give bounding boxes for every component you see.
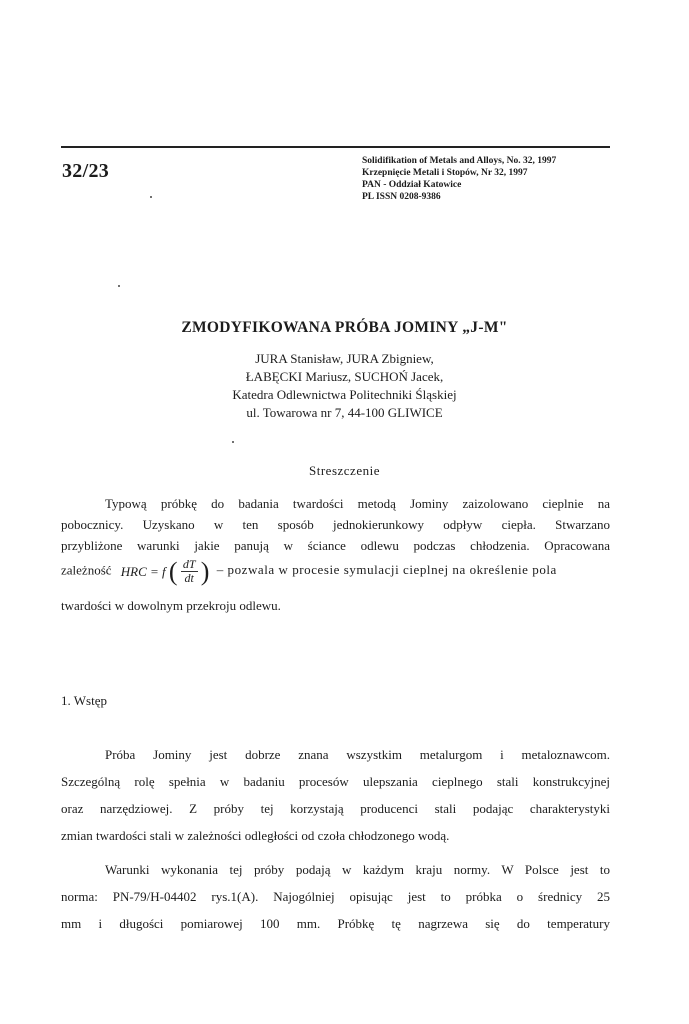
fraction-numerator: dT (182, 557, 196, 571)
affiliation-line: Katedra Odlewnictwa Politechniki Śląskiej (232, 387, 457, 402)
formula-line (61, 558, 610, 585)
scan-speck (118, 285, 120, 287)
abstract-line: przybliżone warunki jakie panują w ściance odlewu podczas chłodzenia. Opracowana (61, 538, 610, 553)
abstract-body (61, 496, 610, 626)
abstract-line: Typową próbkę do badania twardości metodą Jominy zaizolowano cieplnie na (105, 496, 610, 511)
intro-paragraph-2 (61, 862, 610, 942)
body-line: Warunki wykonania tej próby podają w każdym kraju normy. W Polsce jest to (105, 862, 610, 877)
abstract-line: twardości w dowolnym przekroju odlewu. (61, 598, 281, 613)
body-line: mm i długości pomiarowej 100 mm. Próbkę tę nagrzewa się do temperatury (61, 916, 610, 931)
journal-line: PL ISSN 0208-9386 (362, 192, 441, 202)
paper-title: ZMODYFIKOWANA PRÓBA JOMINY „J-M" (181, 319, 508, 336)
abstract-heading: Streszczenie (309, 463, 380, 478)
scan-speck (150, 196, 152, 198)
journal-info (362, 155, 556, 203)
body-line: norma: PN-79/H-04402 rys.1(A). Najogólniej opisując jest to próbka o średnicy 25 (61, 889, 610, 904)
right-paren-icon: ) (200, 556, 210, 586)
author-line: ŁABĘCKI Mariusz, SUCHOŃ Jacek, (245, 369, 444, 384)
journal-line: Solidifikation of Metals and Alloys, No. 32, 1997 (362, 156, 557, 166)
body-line: oraz narzędziowej. Z próby tej korzystają producenci stali podając charakterystyki (61, 801, 610, 816)
header-rule (61, 146, 610, 148)
fraction-denominator: dt (184, 571, 194, 585)
section-heading: 1. Wstęp (61, 693, 107, 708)
formula-fraction (181, 558, 198, 585)
address-line: ul. Towarowa nr 7, 44-100 GLIWICE (246, 405, 443, 420)
formula-prefix: zależność (61, 562, 112, 578)
formula-suffix: – pozwala w procesie symulacji cieplnej na określenie pola (216, 562, 557, 578)
author-line: JURA Stanisław, JURA Zbigniew, (255, 351, 434, 366)
body-line: Szczególną rolę spełnia w badaniu procesów ulepszania cieplnego stali konstrukcyjnej (61, 774, 610, 789)
journal-line: Krzepnięcie Metali i Stopów, Nr 32, 1997 (362, 168, 528, 178)
formula-lhs: HRC = f (120, 563, 166, 579)
scan-speck (232, 441, 234, 443)
authors-block (0, 350, 689, 422)
body-line: Próba Jominy jest dobrze znana wszystkim metalurgom i metaloznawcom. (105, 747, 610, 762)
left-paren-icon: ( (168, 556, 178, 586)
intro-paragraph-1 (61, 747, 610, 847)
body-line: zmian twardości stali w zależności odległości od czoła chłodzonego wodą. (61, 828, 450, 843)
abstract-line: pobocznicy. Uzyskano w ten sposób jednokierunkowy odpływ ciepła. Stwarzano (61, 517, 610, 532)
journal-line: PAN - Oddział Katowice (362, 180, 462, 190)
paper-code: 32/23 (62, 160, 110, 182)
